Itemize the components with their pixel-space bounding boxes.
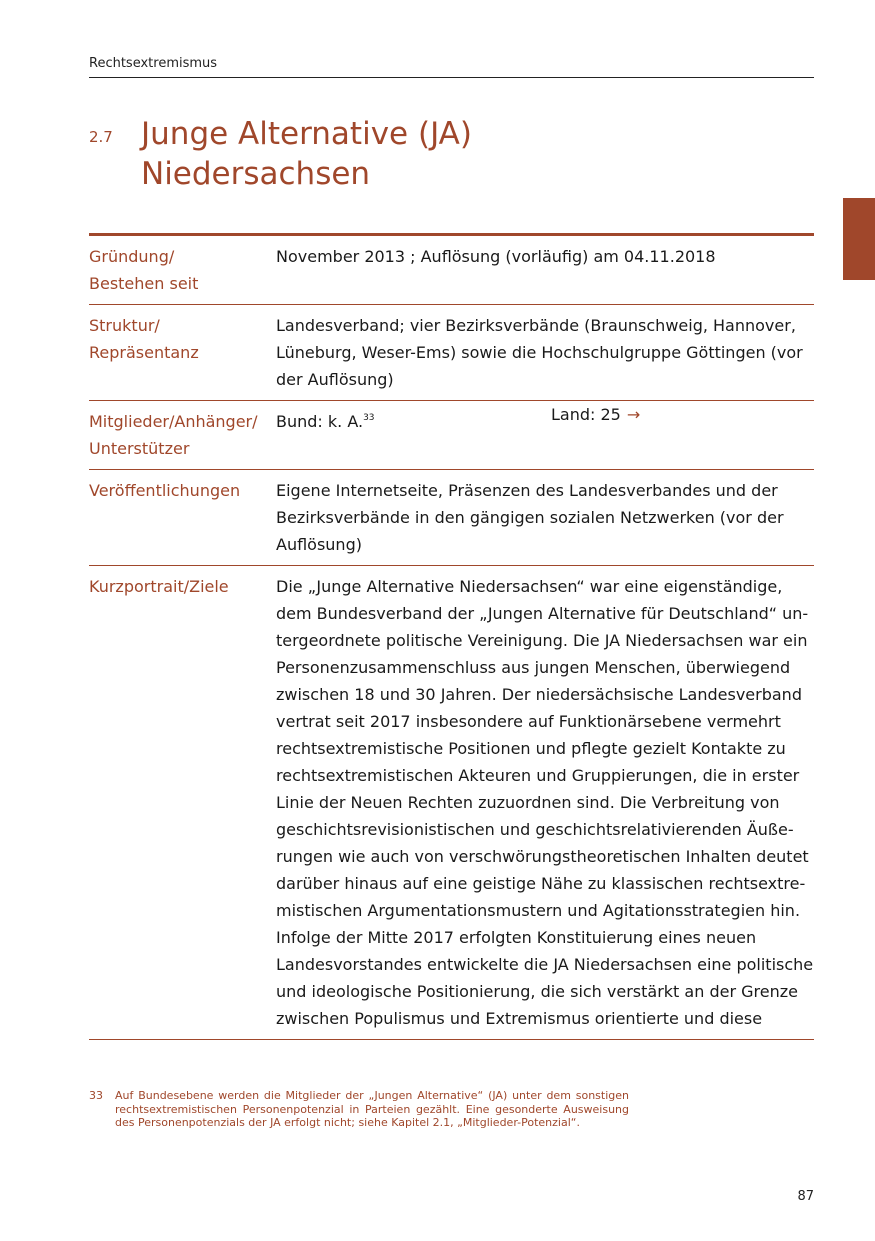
portrait-line: rechtsextremistische Positionen und pflegte gezielt Kontakte zu [276,739,786,758]
label-portrait [89,566,276,1040]
label-line: Mitglieder/Anhänger/ [89,412,258,431]
portrait-line: Personenzusammenschluss aus jungen Menschen, überwiegend [276,658,791,677]
value-founding: November 2013 ; Auflösung (vorläufig) am 04.11.2018 [276,235,814,305]
label-line: Kurzportrait/Ziele [89,577,229,596]
row-members [89,401,814,470]
footnote-ref-33[interactable]: 33 [363,413,375,423]
portrait-line: vertrat seit 2017 insbesondere auf Funktionärsebene vermehrt [276,712,781,731]
value-structure: Landesverband; vier Bezirksverbände (Braunschweig, Hannover, Lüneburg, Weser-Ems) sowie die Hochschulgruppe Göttingen (vor der Auflösung) [276,305,814,401]
footnote [89,1089,629,1130]
portrait-line: Landesvorstandes entwickelte die JA Niedersachsen eine politische [276,955,814,974]
portrait-line: rungen wie auch von verschwörungstheoretischen Inhalten deutet [276,847,809,866]
value-portrait [276,566,814,1040]
members-land-text: Land: 25 [551,405,621,424]
members-bund-text: Bund: k. A. [276,412,364,431]
portrait-line: rechtsextremistischen Akteuren und Gruppierungen, die in erster [276,766,800,785]
members-land [551,401,640,428]
portrait-line: Linie der Neuen Rechten zuzuordnen sind. Die Verbreitung von [276,793,780,812]
running-header: Rechtsextremismus [89,56,814,78]
footnote-text: Auf Bundesebene werden die Mitglieder der „Jungen Alternative“ (JA) unter dem sonstigen rechtsextremistischen Personenpotenzial in Parteien gezählt. Eine gesonderte Ausweisung des Personenpotenzials der JA erfolgt nicht; siehe Kapitel 2.1, „Mitglieder-Potenzial“. [115,1089,629,1129]
portrait-line: dem Bundesverband der „Jungen Alternative für Deutschland“ un- [276,604,809,623]
page-number: 87 [797,1189,814,1204]
label-line: Gründung/ [89,247,175,266]
label-line: Struktur/ [89,316,160,335]
label-line: Bestehen seit [89,274,199,293]
portrait-line: darüber hinaus auf eine geistige Nähe zu klassischen rechtsextre- [276,874,806,893]
trend-arrow-icon: → [626,405,641,424]
label-line: Repräsentanz [89,343,199,362]
label-publications [89,470,276,566]
label-founding [89,235,276,305]
row-portrait [89,566,814,1040]
chapter-number: 2.7 [89,128,113,146]
value-publications: Eigene Internetseite, Präsenzen des Landesverbandes und der Bezirksverbände in den gängigen sozialen Netzwerken (vor der Auflösung) [276,470,814,566]
profile-table [89,233,814,1040]
portrait-line: Infolge der Mitte 2017 erfolgten Konstituierung eines neuen [276,928,757,947]
portrait-line: und ideologische Positionierung, die sich verstärkt an der Grenze [276,982,798,1001]
portrait-line: tergeordnete politische Vereinigung. Die JA Niedersachsen war ein [276,631,808,650]
portrait-line: zwischen 18 und 30 Jahren. Der niedersächsische Landesverband [276,685,802,704]
members-bund [276,408,814,435]
chapter-tab-marker [843,198,875,280]
chapter-title [141,114,781,194]
row-publications [89,470,814,566]
portrait-line: Die „Junge Alternative Niedersachsen“ war eine eigenständige, [276,577,783,596]
label-line: Unterstützer [89,439,190,458]
row-structure [89,305,814,401]
row-founding [89,235,814,305]
chapter-title-line-2: Niedersachsen [141,156,371,192]
portrait-line: mistischen Argumentationsmustern und Agitationsstrategien hin. [276,901,801,920]
label-structure [89,305,276,401]
portrait-line: geschichtsrevisionistischen und geschichtsrelativierenden Äuße- [276,820,794,839]
value-members [276,401,814,470]
portrait-line: zwischen Populismus und Extremismus orientierte und diese [276,1009,763,1028]
label-line: Veröffentlichungen [89,481,241,500]
footnote-number: 33 [89,1089,103,1102]
label-members [89,401,276,470]
chapter-title-line-1: Junge Alternative (JA) [141,116,472,152]
